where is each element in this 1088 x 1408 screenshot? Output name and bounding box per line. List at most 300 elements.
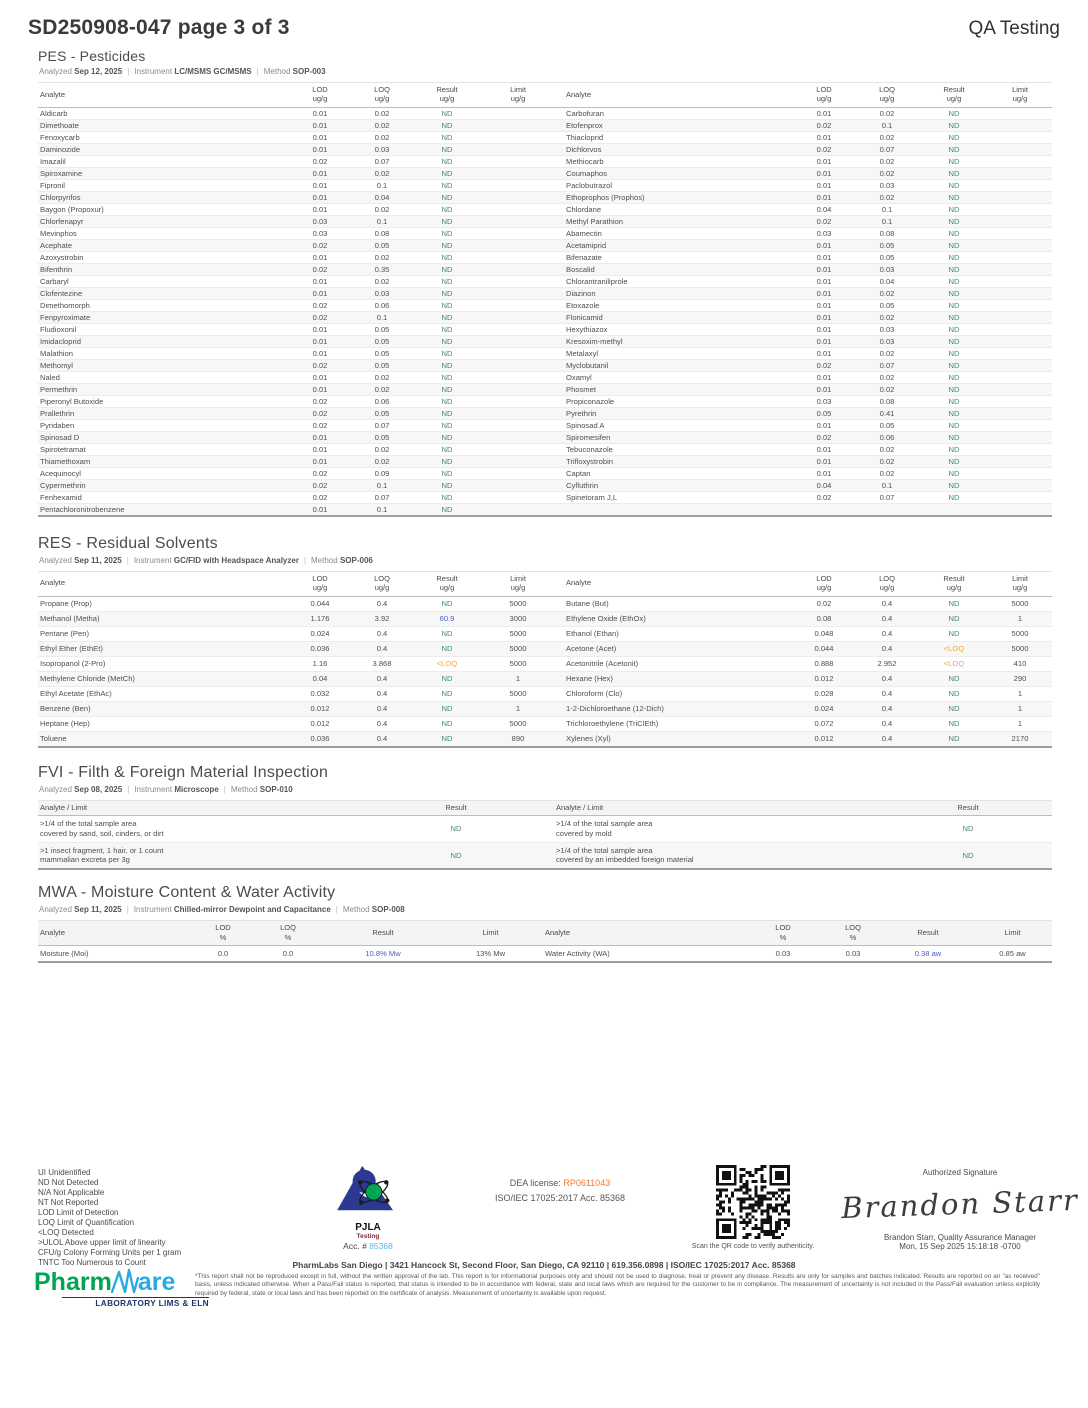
result-cell: ND (441, 240, 453, 250)
result-cell: ND (441, 432, 453, 442)
value-cell (482, 215, 554, 227)
pharmware-logo (34, 1268, 209, 1308)
separator: | (303, 555, 307, 565)
value-cell: 1.16 (312, 658, 328, 668)
value-cell: 0.4 (881, 643, 893, 653)
table-row (38, 626, 1052, 641)
result-cell: ND (948, 312, 960, 322)
table-row (38, 335, 1052, 347)
table-row (38, 443, 1052, 455)
result-cell: ND (948, 240, 960, 250)
pjla-name: PJLA (355, 1222, 381, 1233)
result-cell: ND (948, 108, 960, 118)
method-label: Method (263, 67, 291, 76)
analyte-cell: Methanol (Metha) (40, 613, 100, 623)
table-row (38, 671, 1052, 686)
analyte-cell: Tebuconazole (566, 444, 613, 454)
value-cell: 2170 (1011, 733, 1029, 743)
value-cell: 0.02 (374, 168, 390, 178)
value-cell (988, 443, 1052, 455)
analyte-cell: 1-2-Dichloroethane (12-Dich) (566, 703, 664, 713)
analyte-cell: Spinosad D (40, 432, 80, 442)
value-cell: 0.01 (312, 252, 328, 262)
result-cell: ND (441, 336, 453, 346)
gap (554, 686, 564, 701)
separator: | (256, 67, 259, 76)
pesticides-table (38, 82, 1052, 517)
value-cell: 0.02 (374, 276, 390, 286)
value-cell: 0.04 (816, 480, 832, 490)
analyte-cell: Carbofuran (566, 108, 604, 118)
value-cell: 0.35 (374, 264, 390, 274)
analyte-cell: Isopropanol (2-Pro) (40, 658, 106, 668)
analyte-cell: Ethoprophos (Prophos) (566, 192, 645, 202)
value-cell: 0.02 (879, 192, 895, 202)
gap (544, 815, 554, 842)
table-row (38, 263, 1052, 275)
value-cell: 0.02 (374, 384, 390, 394)
column-header: Result (883, 921, 973, 946)
value-cell: 0.06 (879, 432, 895, 442)
value-cell (988, 311, 1052, 323)
value-cell: 0.048 (814, 628, 834, 638)
separator: | (126, 905, 129, 915)
gap (554, 227, 564, 239)
value-cell: 13% Mw (475, 949, 506, 959)
value-cell: 0.01 (312, 324, 328, 334)
table-row (38, 731, 1052, 747)
value-cell: 0.01 (816, 348, 832, 358)
table-row (38, 167, 1052, 179)
value-cell: 1 (1017, 718, 1023, 728)
value-cell (988, 275, 1052, 287)
value-cell: 1 (1017, 613, 1023, 623)
table-row (38, 107, 1052, 119)
analyte-cell: Aldicarb (40, 108, 68, 118)
method-label: Method (311, 555, 338, 565)
result-cell: ND (441, 480, 453, 490)
gap (554, 701, 564, 716)
table-row (38, 656, 1052, 671)
value-cell (988, 299, 1052, 311)
analyzed-date: Sep 12, 2025 (74, 67, 123, 76)
instrument-value: GC/FID with Headspace Analyzer (173, 555, 299, 565)
result-cell: ND (948, 384, 960, 394)
column-header: Result (318, 921, 448, 946)
value-cell: 0.03 (775, 949, 791, 959)
value-cell: 0.02 (312, 360, 328, 370)
value-cell: 0.1 (881, 120, 893, 130)
value-cell: 0.1 (376, 180, 388, 190)
value-cell: 0.4 (376, 718, 388, 728)
result-cell: ND (948, 300, 960, 310)
result-cell: ND (441, 132, 453, 142)
value-cell: 0.01 (816, 312, 832, 322)
acc-label: Acc. # (343, 1241, 367, 1251)
value-cell: 0.1 (881, 480, 893, 490)
gap (554, 107, 564, 119)
column-header: LOD ug/g (794, 83, 854, 108)
value-cell: 0.024 (814, 703, 834, 713)
value-cell: 0.02 (879, 384, 895, 394)
residual-solvents-table (38, 571, 1052, 748)
value-cell: 0.01 (312, 504, 328, 514)
value-cell: 1 (1017, 703, 1023, 713)
value-cell: 0.02 (374, 444, 390, 454)
value-cell (482, 299, 554, 311)
analyte-cell: Myclobutanil (566, 360, 609, 370)
section-filth-inspection (38, 764, 1060, 871)
result-cell: ND (441, 396, 453, 406)
value-cell: 0.01 (816, 240, 832, 250)
value-cell: 0.01 (312, 288, 328, 298)
legend-item: CFU/g Colony Forming Units per 1 gram (38, 1248, 182, 1257)
analyte-cell: Propiconazole (566, 396, 615, 406)
value-cell: 0.03 (845, 949, 861, 959)
value-cell (482, 131, 554, 143)
analyte-cell: Methylene Chloride (MetCh) (40, 673, 135, 683)
analyte-cell: Bifenazate (566, 252, 602, 262)
value-cell: 5000 (509, 643, 527, 653)
analyte-cell: Spinetoram J,L (566, 492, 618, 502)
result-cell: ND (948, 180, 960, 190)
table-row (38, 275, 1052, 287)
value-cell (988, 323, 1052, 335)
gap (554, 431, 564, 443)
result-cell: ND (441, 348, 453, 358)
value-cell (482, 395, 554, 407)
value-cell: 0.01 (312, 132, 328, 142)
gap (554, 263, 564, 275)
analyte-cell: Hexane (Hex) (566, 673, 613, 683)
result-cell: ND (948, 718, 960, 728)
value-cell: 0.1 (376, 216, 388, 226)
table-row (38, 179, 1052, 191)
value-cell: 0.01 (312, 144, 328, 154)
value-cell: 0.02 (879, 108, 895, 118)
gap (554, 611, 564, 626)
column-header: Analyte (38, 571, 288, 596)
value-cell: 0.02 (816, 144, 832, 154)
value-cell (482, 467, 554, 479)
column-header: Limit ug/g (988, 83, 1052, 108)
result-cell: 60.9 (439, 613, 455, 623)
pharmware-logo-pharm: Pharm (34, 1268, 112, 1296)
value-cell: 0.4 (881, 628, 893, 638)
result-cell: ND (948, 324, 960, 334)
value-cell: 0.06 (374, 300, 390, 310)
value-cell: 0.03 (816, 396, 832, 406)
analyte-cell: Fenhexamid (40, 492, 82, 502)
value-cell (988, 371, 1052, 383)
table-row (38, 479, 1052, 491)
analyte-cell: Dimethoate (40, 120, 79, 130)
gap (554, 571, 564, 596)
gap (554, 626, 564, 641)
result-cell: ND (441, 468, 453, 478)
instrument-label: Instrument (133, 905, 172, 915)
result-cell: ND (948, 444, 960, 454)
result-cell: ND (948, 144, 960, 154)
column-header: Analyte / Limit (38, 800, 368, 815)
pharmware-wordmark (34, 1268, 209, 1295)
value-cell: 0.1 (881, 204, 893, 214)
analyte-cell: Chlordane (566, 204, 602, 214)
analyte-cell: Acetamiprid (566, 240, 607, 250)
value-cell (988, 491, 1052, 503)
analyte-cell: Daminozide (40, 144, 81, 154)
column-header: Limit ug/g (482, 571, 554, 596)
table-row (38, 407, 1052, 419)
value-cell: 3.92 (374, 613, 390, 623)
method-value: SOP-003 (292, 67, 326, 76)
table-row (38, 155, 1052, 167)
separator: | (127, 67, 130, 76)
table-row (38, 842, 1052, 869)
legend-item: <LOQ Detected (38, 1228, 94, 1237)
value-cell (988, 383, 1052, 395)
result-cell: ND (948, 673, 960, 683)
value-cell: 0.1 (376, 312, 388, 322)
value-cell (988, 191, 1052, 203)
value-cell: 0.4 (881, 733, 893, 743)
value-cell: 0.04 (879, 276, 895, 286)
analyte-cell: Spiromesifen (566, 432, 611, 442)
value-cell: 0.036 (310, 733, 330, 743)
table-row (38, 251, 1052, 263)
result-cell: ND (948, 456, 960, 466)
value-cell: 0.02 (879, 288, 895, 298)
analyte-cell: Prallethrin (40, 408, 75, 418)
value-cell (482, 251, 554, 263)
value-cell: 0.072 (814, 718, 834, 728)
result-cell: ND (441, 733, 453, 743)
analyte-cell: Fludioxonil (40, 324, 77, 334)
result-cell: ND (441, 492, 453, 502)
value-cell (988, 143, 1052, 155)
table-row (38, 946, 1052, 963)
result-cell: ND (441, 643, 453, 653)
table-row (38, 503, 1052, 516)
value-cell (988, 107, 1052, 119)
value-cell: 0.01 (816, 132, 832, 142)
value-cell: 5000 (509, 718, 527, 728)
value-cell: 0.09 (374, 468, 390, 478)
analyte-cell: Pyrethrin (566, 408, 597, 418)
result-cell: ND (441, 456, 453, 466)
value-cell (988, 227, 1052, 239)
legend-item: UI Unidentified (38, 1168, 91, 1177)
gap (544, 800, 554, 815)
value-cell: 0.03 (374, 144, 390, 154)
value-cell: 0.07 (374, 420, 390, 430)
analyte-cell: Azoxystrobin (40, 252, 84, 262)
legend-item: TNTC Too Numerous to Count (38, 1258, 146, 1267)
column-header: LOD ug/g (288, 83, 352, 108)
gap (554, 641, 564, 656)
analyzed-date: Sep 08, 2025 (74, 784, 123, 794)
table-row (38, 491, 1052, 503)
value-cell: 0.02 (374, 108, 390, 118)
result-cell: ND (450, 850, 462, 860)
instrument-value: Chilled-mirror Dewpoint and Capacitance (173, 905, 331, 915)
value-cell: 0.036 (310, 643, 330, 653)
value-cell: 0.02 (816, 360, 832, 370)
analyte-cell: Chlorfenapyr (40, 216, 84, 226)
section-meta (39, 67, 1060, 76)
value-cell: 0.02 (312, 468, 328, 478)
dea-number: RP0611043 (563, 1178, 611, 1188)
pjla-subtitle: Testing (356, 1233, 380, 1240)
qr-code (716, 1165, 790, 1239)
table-header-row (38, 571, 1052, 596)
value-cell: 0.02 (374, 456, 390, 466)
value-cell (482, 287, 554, 299)
analyte-cell: Kresoxim-methyl (566, 336, 623, 346)
qr-verification (673, 1165, 833, 1250)
value-cell: 0.044 (310, 598, 330, 608)
value-cell (988, 215, 1052, 227)
value-cell: 0.4 (881, 718, 893, 728)
analyte-cell: Water Activity (WA) (545, 949, 610, 959)
value-cell: 0.02 (816, 598, 832, 608)
value-cell: 0.03 (374, 288, 390, 298)
value-cell: 1 (515, 673, 521, 683)
value-cell: 5000 (509, 628, 527, 638)
table-header-row (38, 83, 1052, 108)
value-cell (988, 479, 1052, 491)
value-cell: 0.05 (879, 300, 895, 310)
value-cell: 0.02 (312, 264, 328, 274)
legend-item: LOQ Limit of Quantification (38, 1218, 135, 1227)
value-cell (482, 359, 554, 371)
signature-heading: Authorized Signature (922, 1168, 998, 1177)
legend-item: >ULOL Above upper limit of linearity (38, 1238, 166, 1247)
value-cell: 0.02 (879, 168, 895, 178)
column-header: LOD ug/g (794, 571, 854, 596)
value-cell (482, 167, 554, 179)
table-row (38, 287, 1052, 299)
analyte-cell: Xylenes (Xyl) (566, 733, 611, 743)
result-cell: ND (948, 216, 960, 226)
table-row (38, 611, 1052, 626)
analyte-cell: Ethylene Oxide (EthOx) (566, 613, 646, 623)
value-cell: 0.4 (881, 613, 893, 623)
value-cell: 0.02 (816, 120, 832, 130)
value-cell (482, 275, 554, 287)
pharmware-tagline: LABORATORY LIMS & ELN (62, 1297, 209, 1308)
result-cell: ND (948, 204, 960, 214)
value-cell: 0.012 (814, 733, 834, 743)
value-cell: 0.02 (374, 204, 390, 214)
table-row (38, 227, 1052, 239)
value-cell: 0.01 (816, 444, 832, 454)
result-cell: ND (441, 192, 453, 202)
column-header: Analyte (564, 571, 794, 596)
gap (554, 119, 564, 131)
analyte-cell: Fenoxycarb (40, 132, 80, 142)
gap (554, 716, 564, 731)
value-cell: 0.03 (879, 180, 895, 190)
value-cell: 0.01 (312, 204, 328, 214)
result-cell (920, 503, 988, 516)
analyte-cell: Dichlorvos (566, 144, 602, 154)
moisture-water-activity-table (38, 920, 1052, 963)
gap (554, 167, 564, 179)
analyte-cell: Imazalil (40, 156, 66, 166)
value-cell: 0.07 (879, 360, 895, 370)
gap (554, 251, 564, 263)
value-cell: 1.176 (310, 613, 330, 623)
value-cell: 0.01 (312, 372, 328, 382)
column-header: Limit ug/g (988, 571, 1052, 596)
separator: | (126, 555, 129, 565)
table-row (38, 203, 1052, 215)
value-cell (482, 203, 554, 215)
iso-accreditation-line: ISO/IEC 17025:2017 Acc. 85368 (494, 1193, 626, 1203)
value-cell: 0.01 (816, 252, 832, 262)
value-cell (988, 251, 1052, 263)
value-cell: 0.01 (312, 348, 328, 358)
analyte-cell: Clofentezine (40, 288, 83, 298)
result-cell: ND (441, 312, 453, 322)
table-row (38, 596, 1052, 611)
value-cell (988, 179, 1052, 191)
column-header: Analyte (564, 83, 794, 108)
analyte-cell: Toluene (40, 733, 67, 743)
table-row (38, 686, 1052, 701)
result-cell: ND (441, 372, 453, 382)
result-cell: ND (441, 252, 453, 262)
analyte-cell: Methiocarb (566, 156, 604, 166)
analyte-cell: Carbaryl (40, 276, 69, 286)
value-cell: 5000 (509, 688, 527, 698)
value-cell (988, 167, 1052, 179)
value-cell (988, 407, 1052, 419)
signer-name-title: Brandon Starr, Quality Assurance Manager (883, 1233, 1037, 1242)
lab-address-line: PharmLabs San Diego | 3421 Hancock St, Second Floor, San Diego, CA 92110 | 619.356.0898 | ISO/IEC 17025:2017 Acc. 85368 (292, 1260, 796, 1270)
value-cell: 0.03 (879, 264, 895, 274)
value-cell: 0.012 (814, 673, 834, 683)
table-row (38, 716, 1052, 731)
analyte-cell: Ethanol (Ethan) (566, 628, 619, 638)
analyte-cell: >1/4 of the total sample area covered by mold (556, 818, 653, 838)
gap (554, 335, 564, 347)
gap (554, 671, 564, 686)
analyte-cell: Cyfluthrin (566, 480, 599, 490)
value-cell: 0.4 (376, 628, 388, 638)
gap (554, 347, 564, 359)
dea-license-line (440, 1178, 680, 1188)
result-cell: ND (441, 180, 453, 190)
value-cell: 0.01 (816, 108, 832, 118)
gap (554, 359, 564, 371)
gap (554, 83, 564, 108)
result-cell: ND (441, 300, 453, 310)
value-cell (482, 179, 554, 191)
sample-id-title: SD250908-047 page 3 of 3 (28, 16, 290, 39)
result-cell: ND (948, 688, 960, 698)
method-value: SOP-008 (371, 905, 405, 915)
analyte-cell: Fenpyroximate (40, 312, 91, 322)
result-cell: ND (948, 598, 960, 608)
signature-script: Brandon Starr (840, 1182, 1080, 1226)
value-cell: 0.41 (879, 408, 895, 418)
result-cell: ND (948, 156, 960, 166)
result-cell: ND (441, 444, 453, 454)
result-cell: ND (948, 120, 960, 130)
value-cell: 0.01 (816, 168, 832, 178)
